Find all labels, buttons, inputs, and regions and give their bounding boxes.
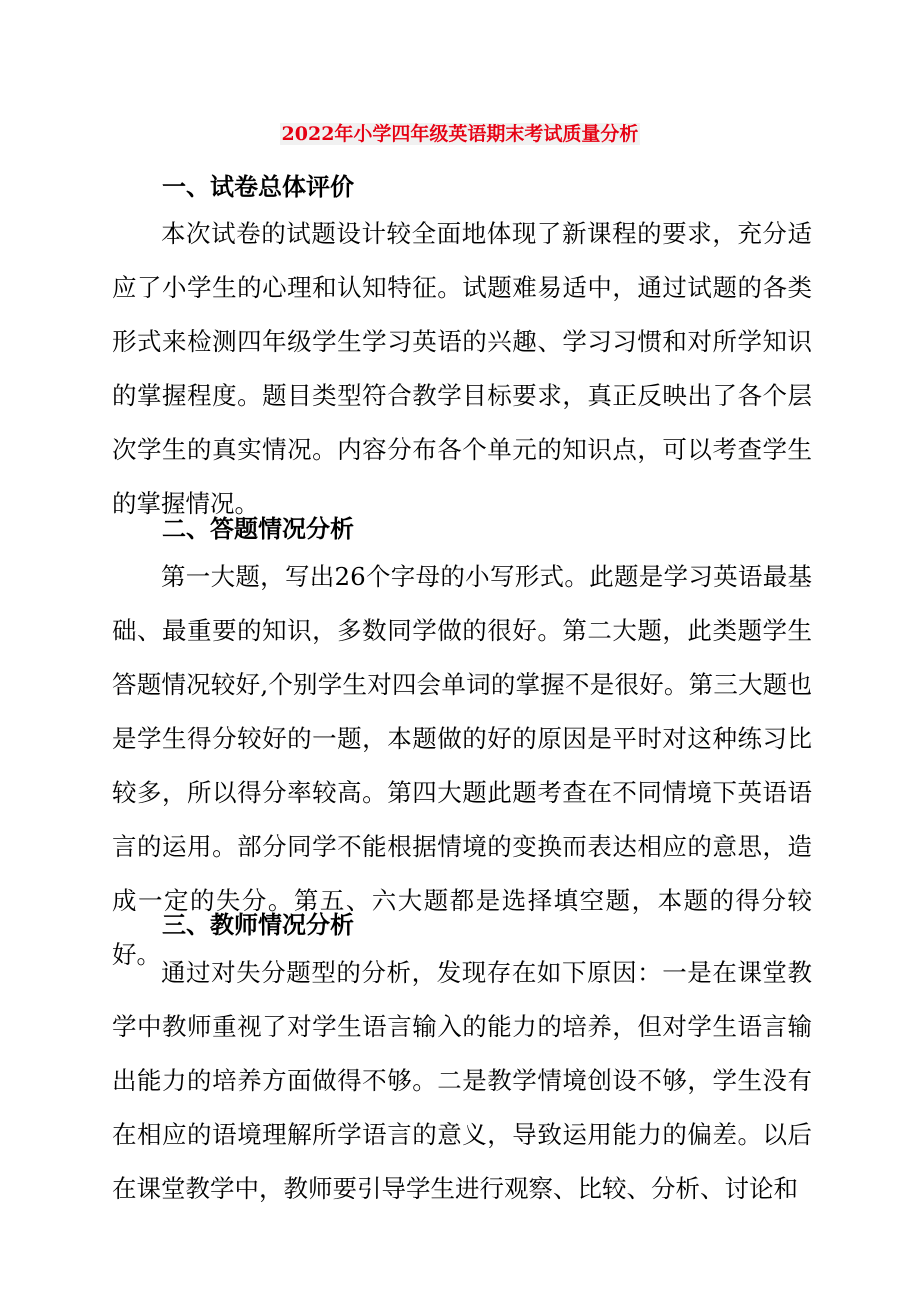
section-heading-teacher-analysis: 三、教师情况分析 xyxy=(162,911,354,939)
section-paragraph-overall-evaluation: 本次试卷的试题设计较全面地体现了新课程的要求，充分适应了小学生的心理和认知特征。试题难易适中，通过试题的各类形式来检测四年级学生学习英语的兴趣、学习习惯和对所学知识的掌握程度。题目类型符合教学目标要求，真正反映出了各个层次学生的真实情况。内容分布各个单元的知识点，可以考查学生的掌握情况。 xyxy=(112,219,812,518)
document-title-text: 2022年小学四年级英语期末考试质量分析 xyxy=(281,123,639,145)
section-paragraph-answer-analysis: 第一大题，写出26个字母的小写形式。此题是学习英语最基础、最重要的知识，多数同学做的很好。第二大题，此类题学生答题情况较好,个别学生对四会单词的掌握不是很好。第三大题也是学生得分较好的一题，本题做的好的原因是平时对这种练习比较多，所以得分率较高。第四大题此题考查在不同情境下英语语言的运用。部分同学不能根据情境的变换而表达相应的意思，造成一定的失分。第五、六大题都是选择填空题，本题的得分较好。 xyxy=(112,562,812,969)
section-paragraph-teacher-analysis: 通过对失分题型的分析，发现存在如下原因：一是在课堂教学中教师重视了对学生语言输入的能力的培养，但对学生语言输出能力的培养方面做得不够。二是教学情境创设不够，学生没有在相应的语境理解所学语言的意义，导致运用能力的偏差。以后在课堂教学中，教师要引导学生进行观察、比较、分析、讨论和 xyxy=(112,958,812,1203)
document-title xyxy=(0,121,920,147)
section-heading-overall-evaluation: 一、试卷总体评价 xyxy=(162,173,354,201)
section-heading-answer-analysis: 二、答题情况分析 xyxy=(162,515,354,543)
